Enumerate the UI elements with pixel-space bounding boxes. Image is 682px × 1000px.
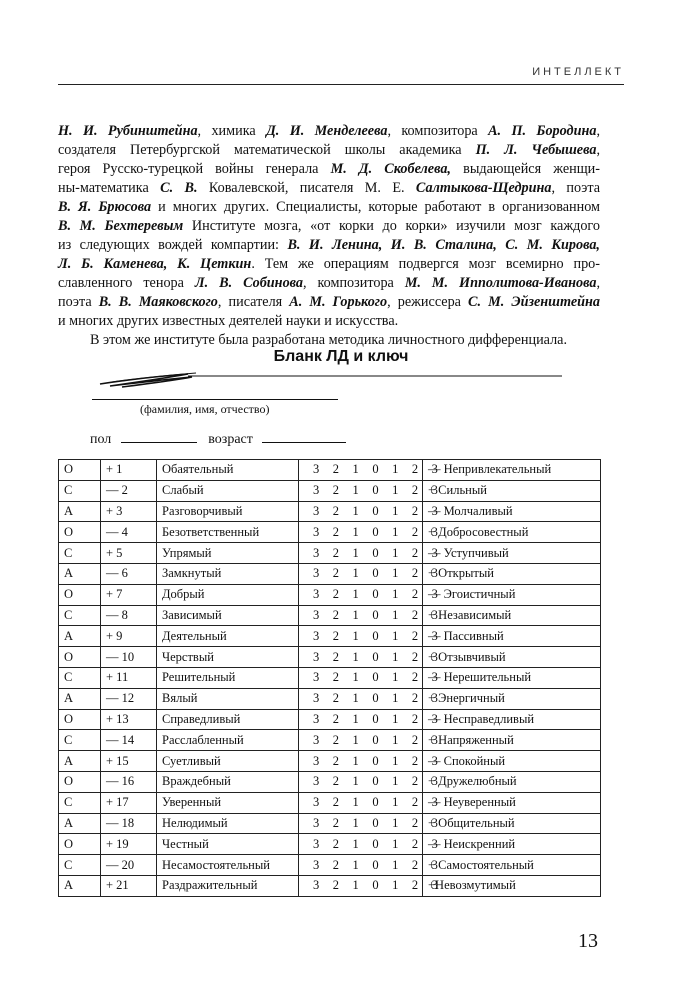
right-adjective-cell: + Сильный: [423, 480, 601, 501]
item-number-cell: — 2: [101, 480, 157, 501]
item-number-cell: — 8: [101, 605, 157, 626]
right-adjective-cell: — Нерешительный: [423, 667, 601, 688]
italic-name: П. Л. Чебышева: [475, 142, 597, 158]
scale-code-cell: А: [59, 501, 101, 522]
scale-code-cell: А: [59, 563, 101, 584]
table-row: [59, 584, 601, 605]
text-segment: ,: [596, 123, 600, 139]
right-adjective-cell: — Уступчивый: [423, 543, 601, 564]
text-segment: В этом же институте была разработана методика личностного дифференциала.: [90, 332, 568, 348]
item-number-cell: — 20: [101, 855, 157, 876]
name-line[interactable]: [92, 399, 338, 400]
table-row: [59, 605, 601, 626]
item-number-cell: — 16: [101, 771, 157, 792]
text-segment: ,: [596, 142, 600, 158]
rating-scale-cell[interactable]: 3 2 1 0 1 2 3: [299, 855, 423, 876]
item-number-cell: — 18: [101, 813, 157, 834]
left-adjective-cell: Разговорчивый: [157, 501, 299, 522]
scale-code-cell: О: [59, 522, 101, 543]
rating-scale-cell[interactable]: 3 2 1 0 1 2 3: [299, 813, 423, 834]
right-adjective-cell: + Общительный: [423, 813, 601, 834]
left-adjective-cell: Честный: [157, 834, 299, 855]
age-field[interactable]: [262, 430, 346, 443]
left-adjective-cell: Замкнутый: [157, 563, 299, 584]
right-adjective-cell: + Добросовестный: [423, 522, 601, 543]
rating-scale-cell[interactable]: 3 2 1 0 1 2 3: [299, 771, 423, 792]
rating-scale-cell[interactable]: 3 2 1 0 1 2 3: [299, 543, 423, 564]
text-line: [58, 274, 600, 293]
rating-scale-cell[interactable]: 3 2 1 0 1 2 3: [299, 460, 423, 481]
text-segment: создателя Петербургской математической школы академика: [58, 142, 476, 158]
table-row: [59, 855, 601, 876]
item-number-cell: + 21: [101, 875, 157, 896]
italic-name: В. Я. Брюсова: [58, 199, 152, 215]
text-segment: , режиссера: [387, 294, 469, 310]
scale-code-cell: С: [59, 792, 101, 813]
text-segment: Институте мозга, «от корки до корки» изучили мозг каждого: [183, 218, 600, 234]
italic-name: В. В. Маяковского: [98, 294, 218, 310]
left-adjective-cell: Зависимый: [157, 605, 299, 626]
body-paragraph: [58, 122, 600, 350]
rating-scale-cell[interactable]: 3 2 1 0 1 2 3: [299, 688, 423, 709]
item-number-cell: + 1: [101, 460, 157, 481]
table-row: [59, 792, 601, 813]
text-segment: , писателя: [217, 294, 290, 310]
rating-scale-cell[interactable]: 3 2 1 0 1 2 3: [299, 667, 423, 688]
table-row: [59, 730, 601, 751]
scale-code-cell: С: [59, 543, 101, 564]
left-adjective-cell: Уверенный: [157, 792, 299, 813]
name-caption: (фамилия, имя, отчество): [140, 402, 270, 416]
table-row: [59, 626, 601, 647]
gender-label: пол: [90, 432, 112, 447]
scale-code-cell: А: [59, 875, 101, 896]
table-row: [59, 522, 601, 543]
italic-name: С. М. Эйзенштейна: [468, 294, 600, 310]
right-adjective-cell: + Самостоятельный: [423, 855, 601, 876]
right-adjective-cell: — Непривлекательный: [423, 460, 601, 481]
item-number-cell: + 7: [101, 584, 157, 605]
scale-code-cell: А: [59, 813, 101, 834]
item-number-cell: + 13: [101, 709, 157, 730]
form-title: Бланк ЛД и ключ: [273, 348, 409, 365]
text-segment: героя Русско-турецкой войны генерала: [58, 161, 331, 177]
table-row: [59, 813, 601, 834]
italic-name: Л. Б. Каменева, К. Цеткин: [58, 256, 252, 272]
text-segment: , композитора: [303, 275, 405, 291]
scale-code-cell: А: [59, 688, 101, 709]
item-number-cell: — 6: [101, 563, 157, 584]
rating-scale-cell[interactable]: 3 2 1 0 1 2 3: [299, 751, 423, 772]
rating-scale-cell[interactable]: 3 2 1 0 1 2 3: [299, 709, 423, 730]
rating-scale-cell[interactable]: 3 2 1 0 1 2 3: [299, 584, 423, 605]
item-number-cell: + 5: [101, 543, 157, 564]
scale-code-cell: О: [59, 834, 101, 855]
text-line: [58, 141, 600, 160]
right-adjective-cell: — Несправедливый: [423, 709, 601, 730]
rating-scale-cell[interactable]: 3 2 1 0 1 2 3: [299, 647, 423, 668]
italic-name: А. М. Горького: [289, 294, 388, 310]
left-adjective-cell: Слабый: [157, 480, 299, 501]
right-adjective-cell: + Отзывчивый: [423, 647, 601, 668]
text-line: [58, 255, 600, 274]
text-line: [58, 312, 600, 331]
scale-code-cell: А: [59, 626, 101, 647]
scale-code-cell: О: [59, 771, 101, 792]
running-header-title: ИНТЕЛЛЕКТ: [532, 66, 624, 78]
table-row: [59, 480, 601, 501]
table-row: [59, 543, 601, 564]
scale-code-cell: С: [59, 605, 101, 626]
item-number-cell: + 17: [101, 792, 157, 813]
text-segment: ны-математика: [58, 180, 161, 196]
text-segment: , композитора: [387, 123, 489, 139]
italic-name: В. И. Ленина, И. В. Сталина, С. М. Кирова,: [287, 237, 600, 253]
scale-code-cell: О: [59, 460, 101, 481]
right-adjective-cell: + Независимый: [423, 605, 601, 626]
left-adjective-cell: Суетливый: [157, 751, 299, 772]
ld-table: [58, 459, 601, 897]
italic-name: С. В.: [160, 180, 198, 196]
text-segment: , поэта: [551, 180, 600, 196]
page-number: 13: [578, 930, 598, 952]
item-number-cell: + 19: [101, 834, 157, 855]
italic-name: Салтыкова-Щедрина: [415, 180, 552, 196]
item-number-cell: — 10: [101, 647, 157, 668]
item-number-cell: — 4: [101, 522, 157, 543]
rating-scale-cell[interactable]: 3 2 1 0 1 2 3: [299, 730, 423, 751]
right-adjective-cell: — Молчаливый: [423, 501, 601, 522]
left-adjective-cell: Вялый: [157, 688, 299, 709]
item-number-cell: — 14: [101, 730, 157, 751]
scale-code-cell: О: [59, 647, 101, 668]
text-segment: и многих других. Специалисты, которые работают в организованном: [151, 199, 601, 215]
text-segment: поэта: [58, 294, 99, 310]
italic-name: В. М. Бехтеревым: [58, 218, 184, 234]
left-adjective-cell: Упрямый: [157, 543, 299, 564]
left-adjective-cell: Враждебный: [157, 771, 299, 792]
text-segment: ,: [596, 275, 600, 291]
rating-scale-cell[interactable]: 3 2 1 0 1 2 3: [299, 875, 423, 896]
rating-scale-cell[interactable]: 3 2 1 0 1 2 3: [299, 522, 423, 543]
table-row: [59, 460, 601, 481]
scale-code-cell: С: [59, 667, 101, 688]
item-number-cell: — 12: [101, 688, 157, 709]
text-segment: из следующих вождей компартии:: [58, 237, 288, 253]
left-adjective-cell: Расслабленный: [157, 730, 299, 751]
rating-scale-cell[interactable]: 3 2 1 0 1 2 3: [299, 501, 423, 522]
left-adjective-cell: Несамостоятельный: [157, 855, 299, 876]
item-number-cell: + 15: [101, 751, 157, 772]
left-adjective-cell: Решительный: [157, 667, 299, 688]
item-number-cell: + 3: [101, 501, 157, 522]
scale-code-cell: С: [59, 855, 101, 876]
item-number-cell: + 11: [101, 667, 157, 688]
italic-name: М. М. Ипполитова-Иванова: [404, 275, 597, 291]
right-adjective-cell: + Открытый: [423, 563, 601, 584]
scale-code-cell: А: [59, 751, 101, 772]
right-adjective-cell: +Невозмутимый: [423, 875, 601, 896]
left-adjective-cell: Нелюдимый: [157, 813, 299, 834]
header-rule: [58, 84, 624, 85]
table-row: [59, 501, 601, 522]
table-row: [59, 875, 601, 896]
table-row: [59, 834, 601, 855]
left-adjective-cell: Безответственный: [157, 522, 299, 543]
text-line: [58, 217, 600, 236]
text-segment: . Тем же операциям подвергся мозг всемирно про-: [251, 256, 600, 272]
scale-code-cell: С: [59, 480, 101, 501]
text-segment: и многих других известных деятелей науки и искусства.: [58, 313, 399, 329]
rating-scale-cell[interactable]: 3 2 1 0 1 2 3: [299, 563, 423, 584]
text-line: [58, 122, 600, 141]
age-label: возраст: [208, 432, 253, 447]
left-adjective-cell: Черствый: [157, 647, 299, 668]
item-number-cell: + 9: [101, 626, 157, 647]
right-adjective-cell: — Неуверенный: [423, 792, 601, 813]
text-line: [58, 179, 600, 198]
right-adjective-cell: + Напряженный: [423, 730, 601, 751]
right-adjective-cell: — Эгоистичный: [423, 584, 601, 605]
text-segment: выдающейся женщи-: [450, 161, 601, 177]
right-adjective-cell: + Энергичный: [423, 688, 601, 709]
italic-name: Д. И. Менделеева: [266, 123, 388, 139]
table-row: [59, 751, 601, 772]
right-adjective-cell: — Пассивный: [423, 626, 601, 647]
text-line: [58, 293, 600, 312]
right-adjective-cell: — Неискренний: [423, 834, 601, 855]
right-adjective-cell: + Дружелюбный: [423, 771, 601, 792]
italic-name: Л. В. Собинова: [194, 275, 303, 291]
text-line: [58, 160, 600, 179]
text-segment: славленного тенора: [58, 275, 195, 291]
text-segment: , химика: [197, 123, 267, 139]
scale-code-cell: О: [59, 584, 101, 605]
text-line: [58, 198, 600, 217]
text-line: [58, 236, 600, 255]
decorative-pen-stroke: [92, 370, 572, 390]
left-adjective-cell: Добрый: [157, 584, 299, 605]
italic-name: М. Д. Скобелева,: [330, 161, 451, 177]
rating-scale-cell[interactable]: 3 2 1 0 1 2 3: [299, 480, 423, 501]
italic-name: А. П. Бородина: [488, 123, 597, 139]
rating-scale-cell[interactable]: 3 2 1 0 1 2 3: [299, 834, 423, 855]
table-row: [59, 667, 601, 688]
text-segment: Ковалевской, писателя М. Е.: [197, 180, 416, 196]
rating-scale-cell[interactable]: 3 2 1 0 1 2 3: [299, 605, 423, 626]
scale-code-cell: О: [59, 709, 101, 730]
italic-name: Н. И. Рубинштейна: [58, 123, 198, 139]
left-adjective-cell: Деятельный: [157, 626, 299, 647]
table-row: [59, 647, 601, 668]
left-adjective-cell: Раздражительный: [157, 875, 299, 896]
table-row: [59, 688, 601, 709]
table-row: [59, 563, 601, 584]
gender-age-line: [90, 430, 346, 448]
left-adjective-cell: Обаятельный: [157, 460, 299, 481]
rating-scale-cell[interactable]: 3 2 1 0 1 2 3: [299, 792, 423, 813]
rating-scale-cell[interactable]: 3 2 1 0 1 2 3: [299, 626, 423, 647]
left-adjective-cell: Справедливый: [157, 709, 299, 730]
scale-code-cell: С: [59, 730, 101, 751]
right-adjective-cell: — Спокойный: [423, 751, 601, 772]
table-row: [59, 771, 601, 792]
table-row: [59, 709, 601, 730]
running-header: [58, 66, 624, 85]
gender-field[interactable]: [121, 430, 197, 443]
